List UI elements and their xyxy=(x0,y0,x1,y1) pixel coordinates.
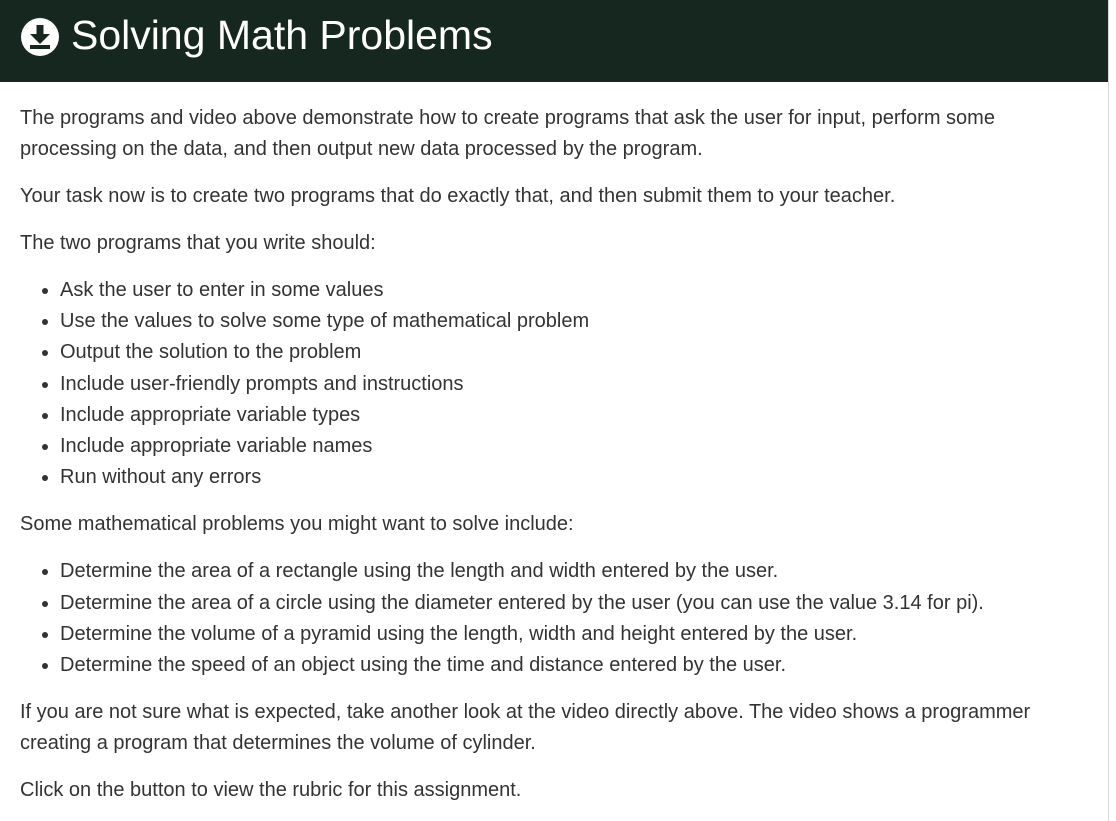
list-item: • Ask the user to enter in some values xyxy=(60,275,1090,306)
list-item: • Include appropriate variable names xyxy=(60,431,1090,462)
scrollbar-track[interactable] xyxy=(1108,0,1116,821)
list-item: • Output the solution to the problem xyxy=(60,337,1090,368)
list-item: • Determine the speed of an object using the time and distance entered by the user. xyxy=(60,650,1090,681)
examples-list xyxy=(20,556,1090,681)
list-item: • Run without any errors xyxy=(60,462,1090,493)
list-item: • Determine the area of a circle using the diameter entered by the user (you can use the value 3.14 for pi). xyxy=(60,588,1090,619)
assignment-content xyxy=(20,103,1090,821)
help-paragraph: If you are not sure what is expected, take another look at the video directly above. The video shows a programmer creating a program that determines the volume of cylinder. xyxy=(20,701,1031,755)
requirements-list xyxy=(20,275,1090,493)
list-item: • Determine the area of a rectangle using the length and width entered by the user. xyxy=(60,556,1090,587)
list-item: • Determine the volume of a pyramid using the length, width and height entered by the user. xyxy=(60,619,1090,650)
requirements-heading: The two programs that you write should: xyxy=(20,232,376,254)
list-item: • Use the values to solve some type of mathematical problem xyxy=(60,306,1090,337)
page-header xyxy=(0,0,1108,82)
intro-paragraph: The programs and video above demonstrate how to create programs that ask the user for input, perform some processing on the data, and then output new data processed by the program. xyxy=(20,107,995,160)
list-item: • Include user-friendly prompts and instructions xyxy=(60,369,1090,400)
download-circle-icon xyxy=(20,17,60,57)
list-item: • Include appropriate variable types xyxy=(60,400,1090,431)
page-title: Solving Math Problems xyxy=(71,12,493,58)
rubric-paragraph: Click on the button to view the rubric for this assignment. xyxy=(20,779,522,802)
task-paragraph: Your task now is to create two programs that do exactly that, and then submit them to your teacher. xyxy=(20,185,896,207)
examples-heading: Some mathematical problems you might want to solve include: xyxy=(20,513,574,536)
